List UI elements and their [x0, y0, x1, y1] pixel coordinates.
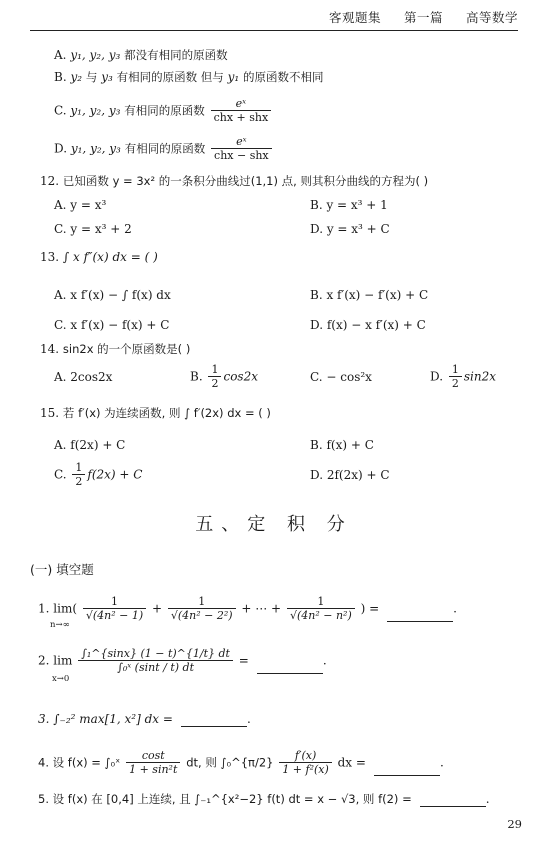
- fill-item-3: 3. ∫₋₂² max[1, x²] dx = .: [38, 712, 251, 726]
- fill-item-1: 1. lim( $\frac{1}{\text{√(4n² − 1)}}$ + $\frac{1}{\text{√(4n² − 2²)}}$ + ⋯ + $\frac{1}{\text{√(4n² − n²)}}$ ) = .: [38, 595, 457, 622]
- header-rule: [30, 30, 518, 31]
- question-15: 15. 若 f′(x) 为连续函数, 则 ∫ f′(2x) dx = ( ): [40, 406, 271, 420]
- q13-option-c: C. x f′(x) − f(x) + C: [54, 318, 170, 332]
- question-12: 12. 已知函数 y = 3x² 的一条积分曲线过(1,1) 点, 则其积分曲线的方程为( ): [40, 174, 429, 188]
- q13-option-a: A. x f′(x) − ∫ f(x) dx: [54, 288, 171, 302]
- q11-option-a: A. y₁, y₂, y₃ 都没有相同的原函数: [54, 48, 228, 62]
- limit-subscript: n→∞: [50, 620, 70, 630]
- fraction: $\frac{\text{eˣ}}{\text{chx − shx}}$: [211, 136, 272, 162]
- page-number: 29: [507, 817, 522, 831]
- section-title: 五、定 积 分: [195, 514, 353, 535]
- q12-option-c: C. y = x³ + 2: [54, 222, 132, 236]
- question-13: 13. ∫ x f″(x) dx = ( ): [40, 250, 158, 264]
- section-subtitle: (一) 填空题: [30, 562, 94, 577]
- q15-option-c: C. $\frac{1}{2}$ f(2x) + C: [54, 461, 143, 488]
- q15-option-d: D. 2f(2x) + C: [310, 468, 390, 482]
- limit-subscript: x→0: [52, 674, 70, 684]
- q14-option-d: D. $\frac{1}{2}$ sin2x: [430, 363, 496, 390]
- fill-item-4: 4. 设 f(x) = ∫₀ˣ $\frac{\cos t}{\text{1 + sin²t}}$ dt, 则 ∫₀^{π/2} $\frac{f'(x)}{\text{1 + f²(x)}}$ dx = .: [38, 749, 444, 776]
- header-book: 客观题集: [329, 10, 382, 25]
- q15-option-b: B. f(x) + C: [310, 438, 374, 452]
- q12-option-b: B. y = x³ + 1: [310, 198, 388, 212]
- q14-option-c: C. − cos²x: [310, 370, 372, 384]
- question-14: 14. sin2x 的一个原函数是( ): [40, 342, 191, 356]
- fill-item-5: 5. 设 f(x) 在 [0,4] 上连续, 且 ∫₋₁^{x²−2} f(t) dt = x − √3, 则 f(2) = .: [38, 792, 490, 806]
- answer-blank: [181, 716, 247, 727]
- q14-option-a: A. 2cos2x: [54, 370, 113, 384]
- q11-option-d: D. y₁, y₂, y₃ 有相同的原函数 $\frac{\text{eˣ}}{\text{chx − shx}}$: [54, 136, 274, 162]
- header-subject: 高等数学: [465, 10, 518, 25]
- answer-blank: [420, 796, 486, 807]
- q12-option-d: D. y = x³ + C: [310, 222, 390, 236]
- q11-option-b: B. y₂ 与 y₃ 有相同的原函数 但与 y₁ 的原函数不相同: [54, 70, 324, 84]
- answer-blank: [374, 765, 440, 776]
- q12-option-a: A. y = x³: [54, 198, 107, 212]
- q11-option-c: C. y₁, y₂, y₃ 有相同的原函数 $\frac{\text{eˣ}}{\text{chx + shx}}$: [54, 98, 273, 124]
- answer-blank: [257, 663, 323, 674]
- fill-item-2: 2. lim $\frac{\text{∫₁\textasciicircum{}\{sinx\} (1 − t)\textasciicircum{}\{1/t\} dt}}{\text{∫₀ˣ (sint / t) dt}}$ = .: [38, 647, 327, 674]
- running-header: [329, 8, 518, 26]
- q15-option-a: A. f(2x) + C: [54, 438, 126, 452]
- header-part: 第一篇: [404, 10, 444, 25]
- q13-option-d: D. f(x) − x f′(x) + C: [310, 318, 426, 332]
- answer-blank: [387, 611, 453, 622]
- q13-option-b: B. x f′(x) − f′(x) + C: [310, 288, 429, 302]
- fraction: $\frac{\text{eˣ}}{\text{chx + shx}}$: [211, 98, 272, 124]
- q14-option-b: B. $\frac{1}{2}$ cos2x: [190, 363, 258, 390]
